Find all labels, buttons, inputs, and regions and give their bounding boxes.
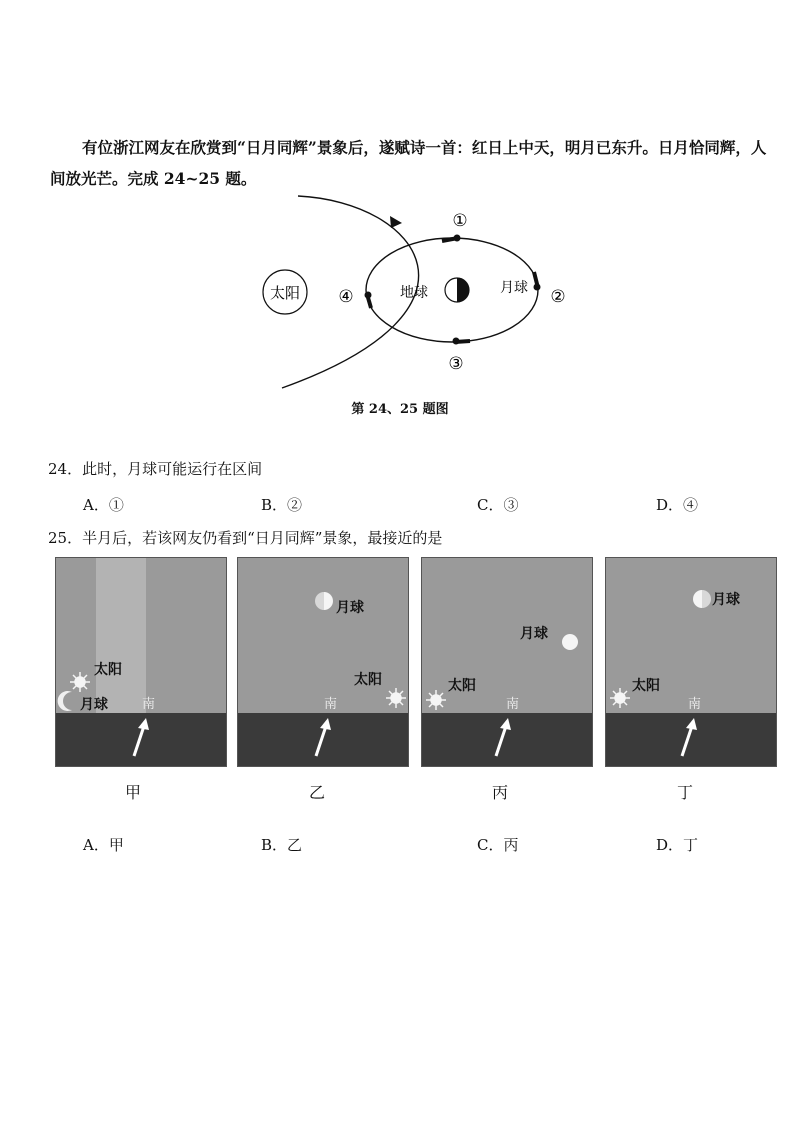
svg-text:太阳: 太阳 — [94, 662, 122, 678]
q24-option-d[interactable]: D．④ — [656, 496, 699, 514]
q25-option-c[interactable]: C．丙 — [477, 836, 519, 854]
q24-option-b[interactable]: B．② — [261, 496, 303, 514]
photo-bing — [421, 557, 593, 767]
full-moon-icon — [562, 634, 578, 650]
svg-text:太阳: 太阳 — [354, 672, 382, 688]
sun-icon — [610, 688, 630, 708]
q24-option-c[interactable]: C．③ — [477, 496, 519, 514]
position-1-label: ① — [452, 211, 468, 231]
photo-ding — [605, 557, 777, 767]
orbit-diagram — [250, 190, 570, 390]
question-24-stem: 24．此时，月球可能运行在区间 — [48, 460, 263, 478]
sun-label: 太阳 — [269, 284, 301, 302]
earth-dark-side — [457, 278, 469, 302]
svg-text:南: 南 — [688, 697, 702, 712]
orbit-arrow-icon — [390, 216, 402, 228]
q24-option-a[interactable]: A．① — [83, 496, 124, 514]
svg-text:月球: 月球 — [712, 592, 740, 608]
svg-text:南: 南 — [142, 697, 156, 712]
svg-text:月球: 月球 — [336, 600, 364, 616]
position-3-label: ③ — [448, 354, 464, 374]
photo-yi — [237, 557, 409, 767]
photo-caption-jia: 甲 — [124, 783, 141, 802]
position-2-label: ② — [550, 287, 566, 307]
moon-orbit-label: 月球 — [500, 280, 528, 296]
question-25-stem: 25．半月后，若该网友仍看到“日月同辉”景象，最接近的是 — [48, 529, 443, 547]
photo-jia — [55, 557, 227, 767]
sun-icon — [70, 672, 90, 692]
photo-caption-yi: 乙 — [308, 783, 325, 802]
svg-text:月球: 月球 — [520, 626, 548, 642]
intro-paragraph: 有位浙江网友在欣赏到“日月同辉”景象后，遂赋诗一首：红日上中天，明月已东升。日月恰同辉，人间放光芒。完成 24~25 题。 — [50, 138, 767, 188]
earth-label: 地球 — [400, 285, 428, 301]
figure-caption: 第 24、25 题图 — [351, 402, 449, 417]
svg-text:太阳: 太阳 — [632, 678, 660, 694]
svg-text:南: 南 — [324, 697, 338, 712]
q25-option-a[interactable]: A．甲 — [83, 836, 124, 854]
position-4-label: ④ — [338, 287, 354, 307]
photo-caption-bing: 丙 — [491, 783, 508, 802]
q25-option-b[interactable]: B．乙 — [261, 836, 303, 854]
photo-options — [55, 557, 775, 767]
q25-option-d[interactable]: D．丁 — [656, 836, 699, 854]
svg-text:太阳: 太阳 — [448, 678, 476, 694]
photo-caption-ding: 丁 — [676, 783, 693, 802]
svg-text:月球: 月球 — [80, 697, 108, 713]
sun-icon — [386, 688, 406, 708]
svg-text:南: 南 — [506, 697, 520, 712]
sun-icon — [426, 690, 446, 710]
